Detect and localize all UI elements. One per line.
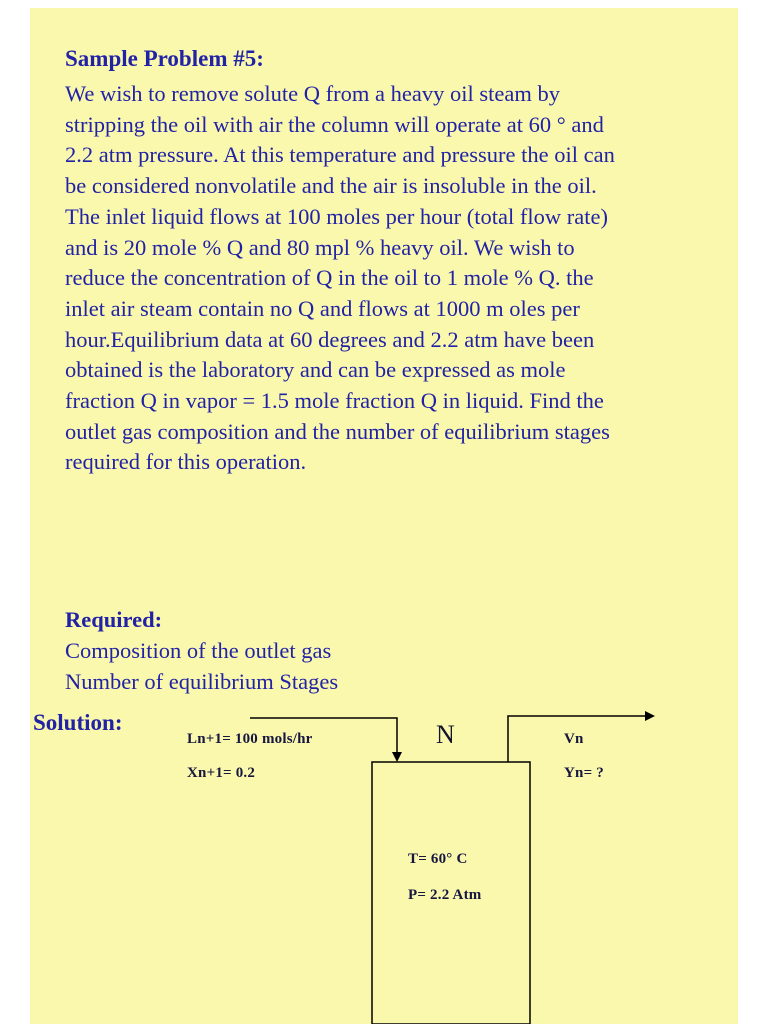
stage-count-label: N (436, 720, 455, 749)
body-line: fraction Q in vapor = 1.5 mole fraction Q in liquid. Find the (65, 388, 604, 414)
right-arrowhead-icon (645, 711, 655, 721)
required-item: Composition of the outlet gas (65, 638, 332, 663)
down-arrowhead-icon (392, 752, 402, 762)
body-line: be considered nonvolatile and the air is insoluble in the oil. (65, 173, 597, 199)
body-line: stripping the oil with air the column will operate at 60 ° and (65, 111, 604, 137)
body-line: hour.Equilibrium data at 60 degrees and 2.2 atm have been (65, 326, 595, 352)
body-line: 2.2 atm pressure. At this temperature and pressure the oil can (65, 142, 615, 168)
outlet-vapor-flow-label: Vn (564, 731, 584, 747)
body-line: required for this operation. (65, 449, 307, 475)
problem-statement (65, 79, 725, 478)
required-section (65, 604, 338, 697)
body-line: outlet gas composition and the number of equilibrium stages (65, 418, 610, 444)
body-line: We wish to remove solute Q from a heavy oil steam by (65, 81, 560, 106)
body-line: The inlet liquid flows at 100 moles per hour (total flow rate) (65, 203, 608, 229)
solution-heading: Solution: (33, 710, 123, 735)
inlet-liquid-flow-label: Ln+1= 100 mols/hr (187, 731, 313, 747)
slide (30, 8, 738, 1024)
body-line: reduce the concentration of Q in the oil to 1 mole % Q. the (65, 265, 594, 291)
body-line: and is 20 mole % Q and 80 mpl % heavy oil. We wish to (65, 234, 575, 260)
body-line: obtained is the laboratory and can be expressed as mole (65, 357, 566, 383)
outlet-vapor-composition-label: Yn= ? (564, 765, 604, 781)
inlet-liquid-composition-label: Xn+1= 0.2 (187, 765, 256, 781)
required-heading: Required: (65, 607, 163, 632)
stripping-column-diagram (30, 700, 738, 1024)
pressure-label: P= 2.2 Atm (408, 887, 482, 903)
slide-title: Sample Problem #5: (65, 46, 264, 71)
required-item: Number of equilibrium Stages (65, 669, 339, 694)
body-line: inlet air steam contain no Q and flows at 1000 m oles per (65, 295, 580, 321)
temperature-label: T= 60° C (408, 851, 468, 867)
